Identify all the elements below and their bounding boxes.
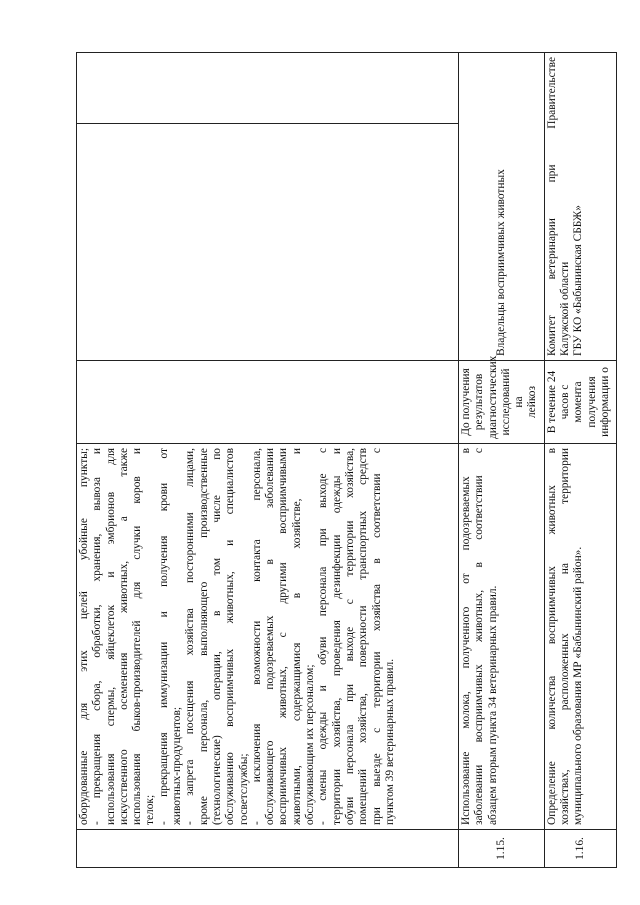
text-line: диагностических: [486, 355, 499, 439]
deadline-cell: [77, 361, 459, 444]
row-number: 1.15.: [459, 830, 545, 868]
text-line: оборудованные для этих целей убойные пункты;: [78, 448, 90, 825]
measures-table: [76, 52, 617, 868]
text-line: обуви персонала при выходе с территории хозяйства,: [343, 448, 356, 825]
responsible-cell: [77, 124, 459, 361]
measure-description: [77, 444, 459, 830]
text-line: - смены одежды и обуви персонала при выходе с: [317, 448, 330, 825]
text-line: использования спермы, яйцеклеток и эмбрионов для: [104, 448, 117, 825]
text-line: восприимчивых животных, с другими восприимчивыми: [277, 448, 290, 825]
text-line: помещений хозяйства, поверхности транспортных средств: [357, 448, 370, 825]
text-line: Калужской области: [559, 261, 572, 356]
text-line: заболевании восприимчивых животных, в соответствии с: [473, 448, 486, 825]
text-line: телок;: [144, 794, 157, 825]
text-line: муниципального образования МР «Бабынинский район».: [572, 546, 585, 825]
text-line: - прекращения сбора, обработки, хранения, вывоза и: [91, 448, 104, 825]
responsible-cell: [459, 53, 545, 361]
text-line: хозяйствах, расположенных на территории: [559, 448, 572, 825]
text-line: В течение 24 часов с: [545, 370, 572, 434]
text-line: пунктом 39 ветеринарных правил.: [383, 658, 396, 825]
text-line: животными, содержащимися в хозяйстве, и: [290, 448, 303, 825]
text-line: обслуживающим их персоналом;: [304, 664, 317, 825]
text-line: (технологические) операции, в том числе по: [210, 448, 223, 825]
deadline-cell: [459, 355, 545, 444]
text-line: Комитет ветеринарии при Правительстве: [545, 57, 558, 356]
rotated-table-wrapper: [76, 53, 611, 868]
deadline-cell: [544, 361, 616, 444]
table-row: [544, 53, 616, 868]
responsible-cell: [544, 53, 616, 361]
text-line: территории хозяйства, проведения дезинфекции одежды и: [330, 448, 343, 825]
text-line: при выезде с территории хозяйства в соответствии с: [370, 448, 383, 825]
row-number: [77, 830, 459, 868]
text-line: госветслужбы;: [237, 753, 250, 825]
text-line: - исключения возможности контакта персонала,: [250, 448, 263, 825]
text-line: искусственного осеменения животных, а также: [117, 448, 130, 825]
text-line: Владельцы восприимчивых животных: [494, 169, 507, 356]
table-row: [77, 53, 459, 868]
text-line: результатов: [473, 373, 486, 431]
row-number: 1.16.: [544, 830, 616, 868]
text-line: ГБУ КО «Бабынинская СББЖ»: [572, 205, 585, 356]
measure-description: [459, 444, 545, 830]
text-line: обслуживающего подозреваемых в заболевании: [264, 448, 277, 825]
text-line: кроме персонала, выполняющего производственные: [197, 448, 210, 825]
text-line: обслуживанию восприимчивых животных, и специалистов: [224, 448, 237, 825]
text-line: Определение количества восприимчивых животных в: [545, 448, 558, 825]
text-line: момента получения: [572, 376, 598, 428]
text-line: лейкоз: [526, 386, 539, 418]
text-line: - прекращения иммунизации и получения крови от: [157, 448, 170, 825]
text-line: исследований на: [499, 368, 526, 436]
text-line: До получения: [460, 368, 472, 436]
text-line: животных-продуцентов;: [171, 707, 184, 825]
responsible-cell: [77, 53, 459, 124]
text-line: Использование молока, полученного от подозреваемых в: [460, 448, 472, 825]
text-line: абзацем вторым пункта 34 ветеринарных правил.: [486, 585, 499, 825]
text-line: - запрета посещения хозяйства посторонними лицами,: [184, 448, 197, 825]
text-line: использования быков-производителей для случки коров и: [131, 448, 144, 825]
table-row: [459, 53, 545, 868]
measure-description: [544, 444, 616, 830]
text-line: информации о: [598, 367, 611, 437]
